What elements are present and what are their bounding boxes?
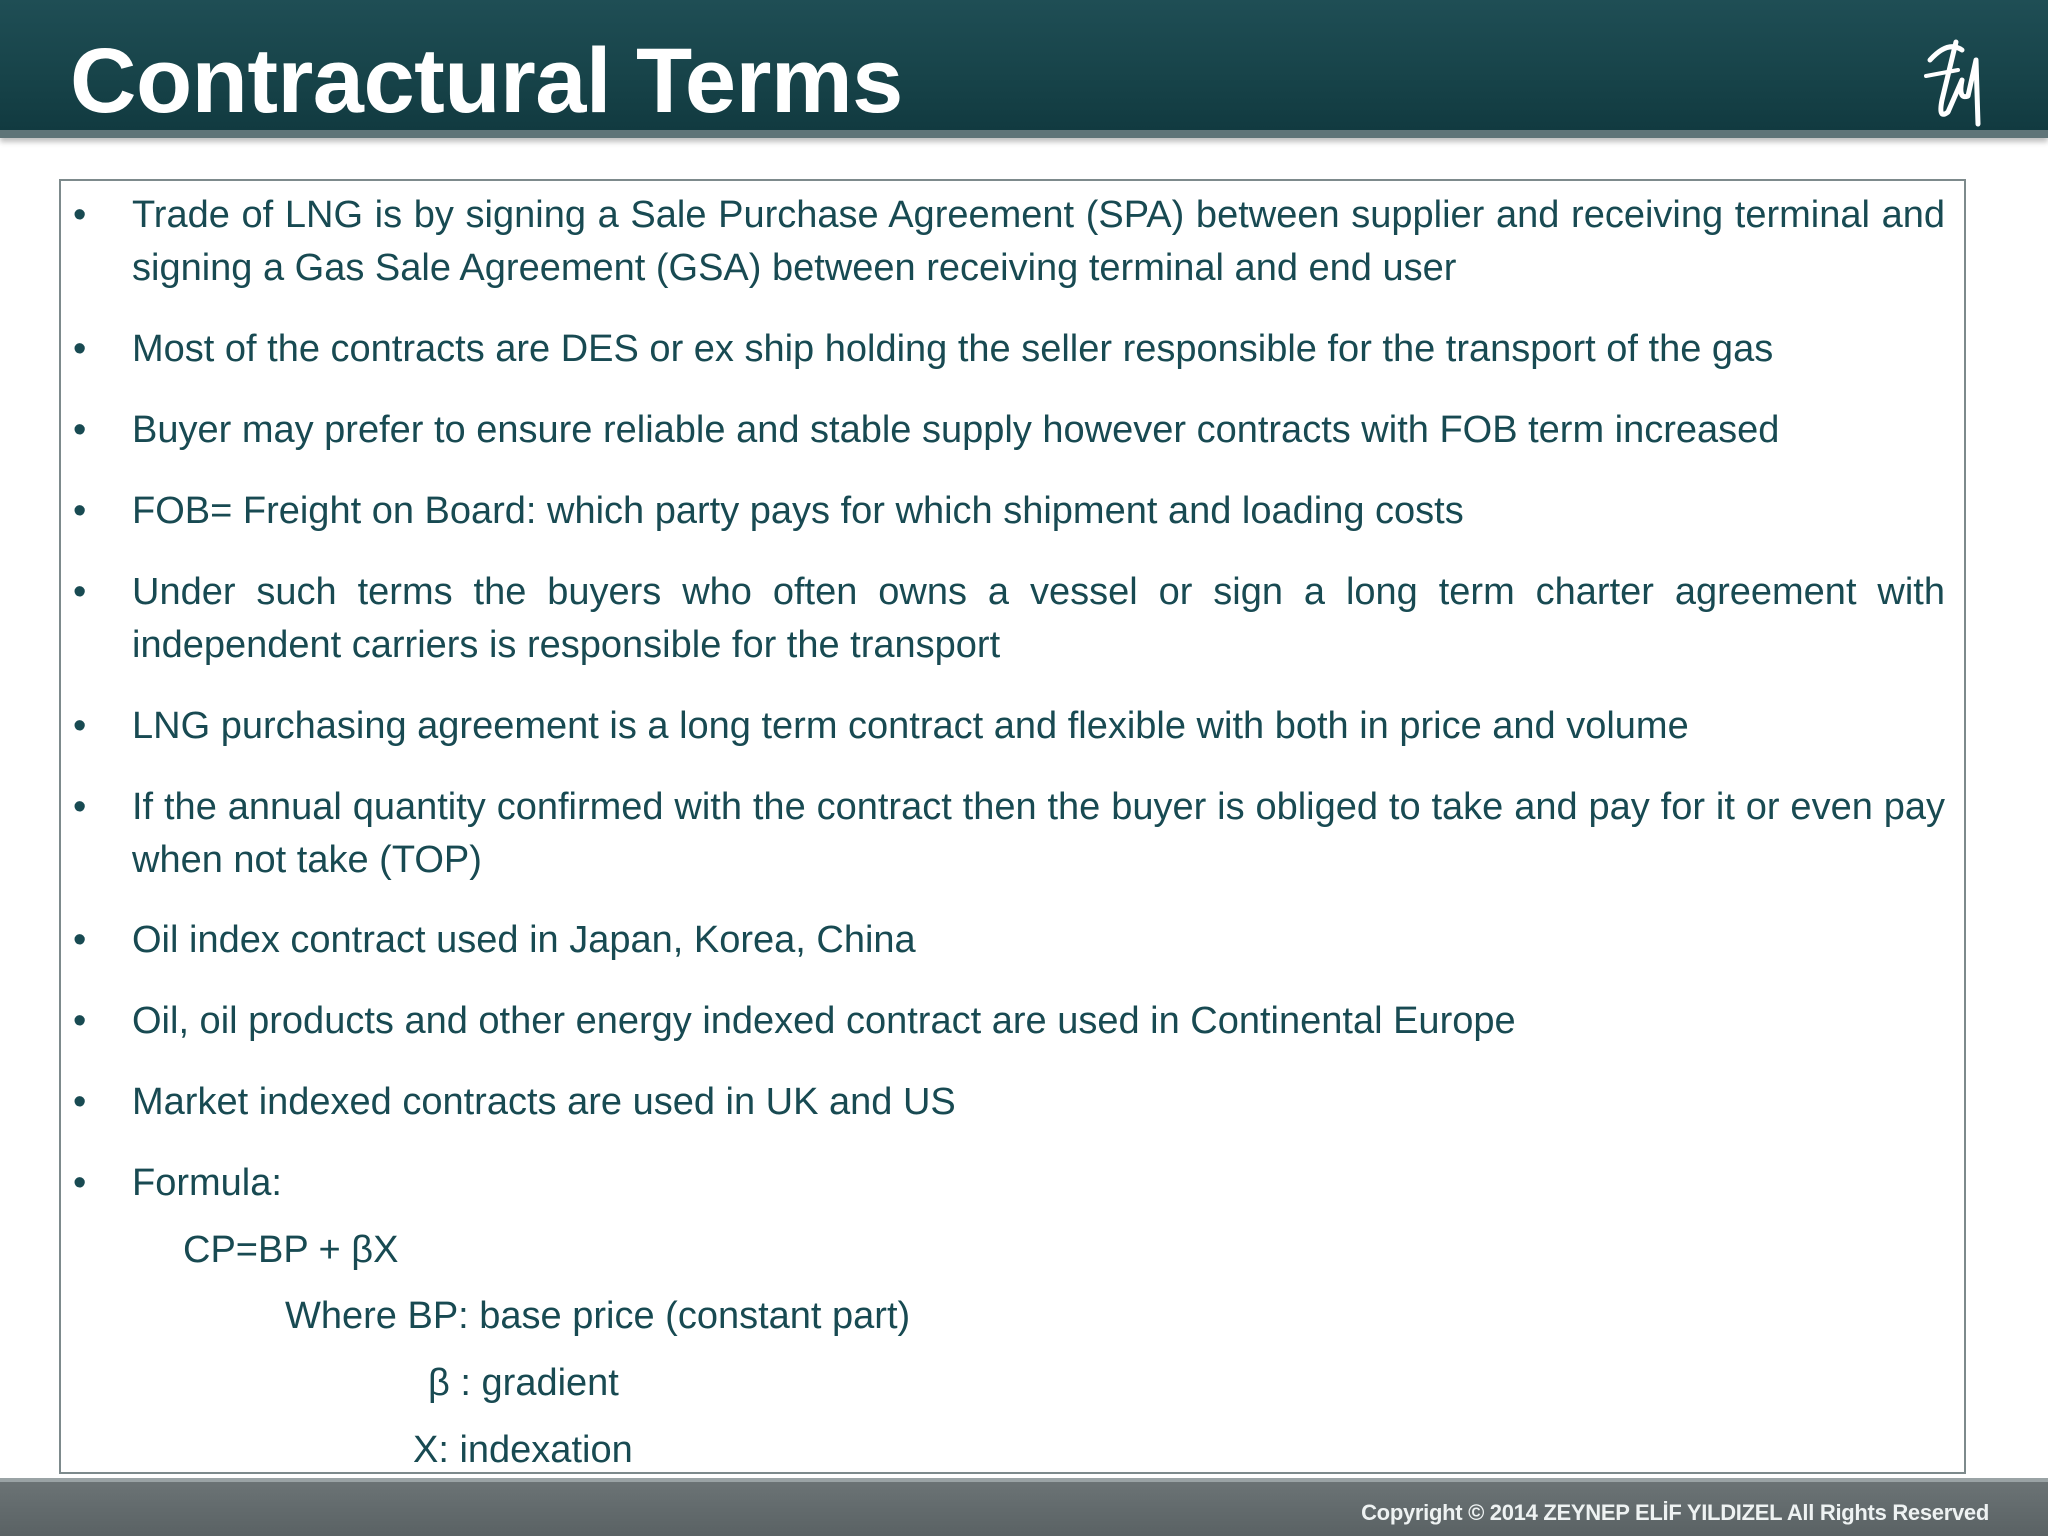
bullet-text-long-term: LNG purchasing agreement is a long term contract and flexible with both in price and volume	[132, 705, 1689, 747]
bullet-text-spa-gsa: Trade of LNG is by signing a Sale Purchase Agreement (SPA) between supplier and receiving terminal and signing a Gas Sale Agreement (GSA) between receiving terminal and end user	[132, 194, 1945, 289]
bullet-text-des: Most of the contracts are DES or ex ship holding the seller responsible for the transport of the gas	[132, 328, 1774, 370]
bullet-text-formula: Formula:	[132, 1162, 282, 1204]
bullet-marker: •	[73, 571, 87, 613]
formula-equation: CP=BP + βX	[183, 1229, 399, 1271]
footer-bar	[0, 1478, 2048, 1536]
bullet-marker: •	[73, 1162, 87, 1204]
slide-title: Contractural Terms	[70, 30, 903, 132]
bullet-marker: •	[73, 409, 87, 451]
bullet-text-europe: Oil, oil products and other energy indexed contract are used in Continental Europe	[132, 1000, 1516, 1042]
bullet-text-fob-increased: Buyer may prefer to ensure reliable and stable supply however contracts with FOB term increased	[132, 409, 1780, 451]
bullet-marker: •	[73, 328, 87, 370]
bullet-marker: •	[73, 490, 87, 532]
copyright-text: Copyright © 2014 ZEYNEP ELİF YILDIZEL All Rights Reserved	[1361, 1500, 1989, 1525]
bullet-marker: •	[73, 919, 87, 961]
bullet-text-charter: Under such terms the buyers who often owns a vessel or sign a long term charter agreement with independent carriers is responsible for the transport	[132, 571, 1945, 666]
bullet-marker: •	[73, 1000, 87, 1042]
bullet-text-fob-definition: FOB= Freight on Board: which party pays for which shipment and loading costs	[132, 490, 1464, 532]
formula-base-price: Where BP: base price (constant part)	[285, 1295, 911, 1337]
bullet-marker: •	[73, 1081, 87, 1123]
signature-logo	[1918, 20, 1998, 138]
bullet-text-oil-index: Oil index contract used in Japan, Korea, China	[132, 919, 916, 961]
bullet-marker: •	[73, 194, 87, 236]
bullet-text-uk-us: Market indexed contracts are used in UK and US	[132, 1081, 956, 1123]
formula-indexation: X: indexation	[413, 1429, 633, 1471]
bullet-text-top: If the annual quantity confirmed with the contract then the buyer is obliged to take and pay for it or even pay when not take (TOP)	[132, 786, 1945, 881]
formula-gradient: β : gradient	[428, 1362, 619, 1404]
title-bar	[0, 0, 2048, 138]
bullet-marker: •	[73, 786, 87, 828]
bullet-marker: •	[73, 705, 87, 747]
